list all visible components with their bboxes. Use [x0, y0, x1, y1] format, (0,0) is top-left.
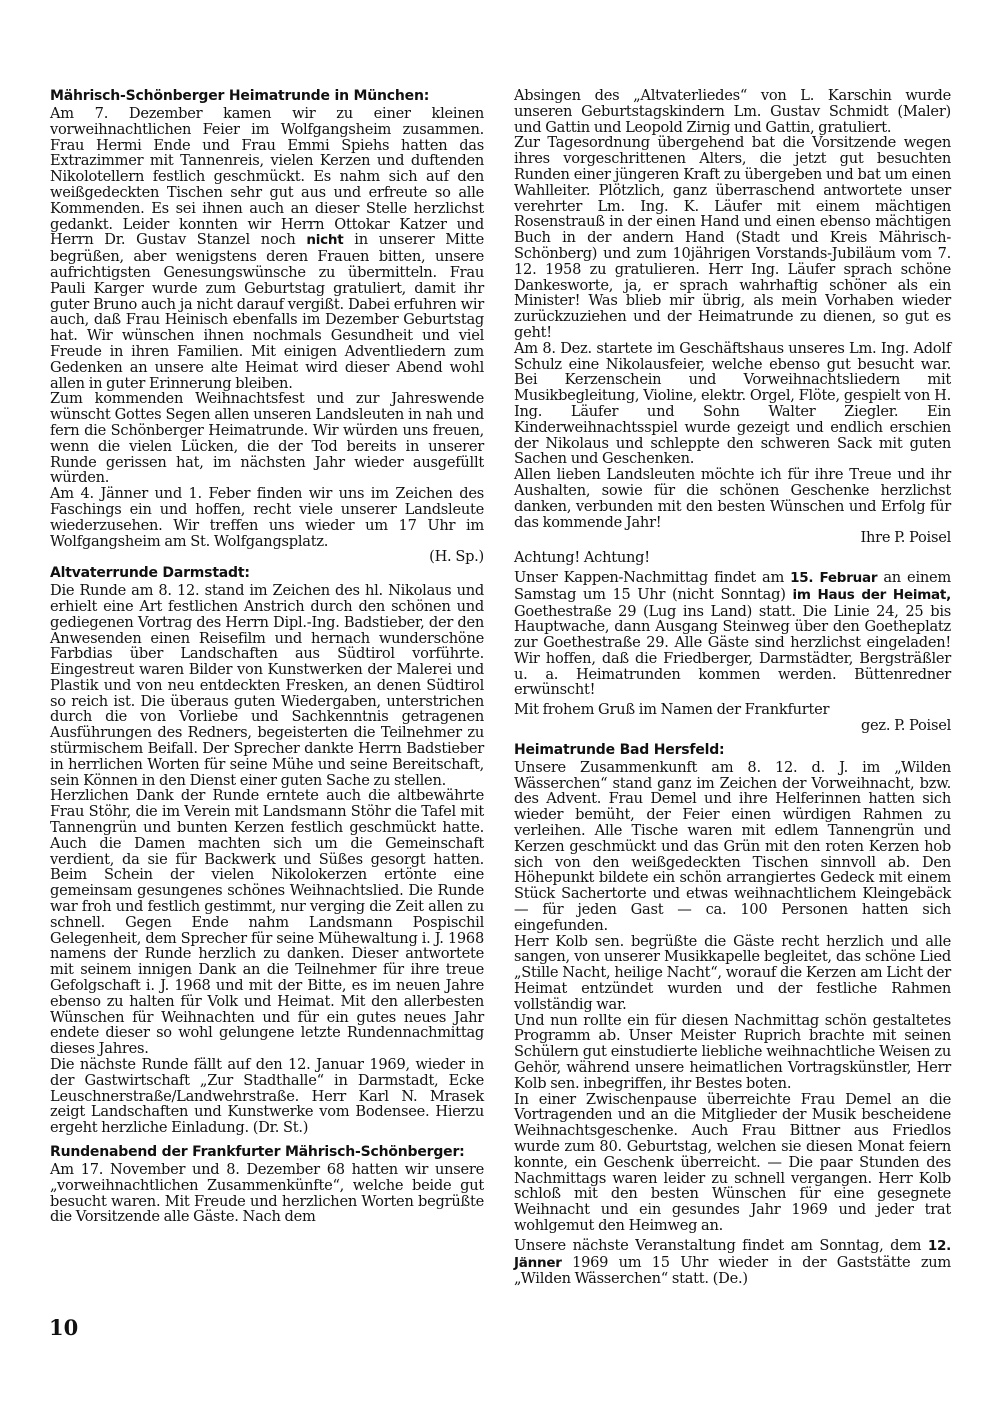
bold-text: 12. Jänner: [514, 1237, 951, 1271]
right-column: [514, 88, 951, 1287]
article-paragraph: [514, 702, 951, 734]
signature: [50, 549, 484, 565]
spacer: [514, 734, 951, 742]
signature-text: gez. P. Poisel: [860, 717, 951, 735]
article-paragraph: Achtung! Achtung!: [514, 549, 650, 567]
left-column: [50, 88, 484, 1225]
bold-text: 15. Februar: [790, 569, 878, 586]
signature-text: Ihre P. Poisel: [860, 529, 951, 547]
article-paragraph: [514, 570, 951, 698]
text-run: Allen lieben Landsleuten möchte ich für ihre Treue und ihr Aushalten, sowie für die schönen Geschenke herzlichst danken, verbunden mit den besten Wünschen und Erfolg für das kommende Jahr!: [514, 466, 951, 531]
bold-text: im Haus der Heimat,: [792, 586, 951, 603]
article-paragraph: Am 8. Dez. startete im Geschäftshaus unseres Lm. Ing. Adolf Schulz eine Nikolausfeier, welche ebenso gut besucht war. Bei Kerzenschein und Vorweihnachtsliedern mit Musikbegleitung, Violine, elektr. Orgel, Flöte, gespielt von H. Ing. Läufer und Sohn Walter Ziegler. Ein Kinderweihnachtsspiel wurde gezeigt und endlich erschien der Nikolaus und schleppte den schweren Sack mit guten Sachen und Geschenken.: [514, 339, 951, 468]
text-run: Mit frohem Gruß im Namen der Frankfurter: [514, 701, 830, 719]
text-run: in unserer Mitte begrüßen, aber wenigstens deren Frauen bitten, unsere aufrichtigsten Genesungswünsche zu übermitteln. Frau Pauli Karger wurde zum Geburtstag gratuliert, damit ihr guter Bruno auch ja nicht darauf vergißt. Dabei erfuhren wir auch, daß Frau Heinisch ebenfalls im Dezember Geburtstag hat. Wir wünschen ihnen nochmals Gesundheit und viel Freude in ihren Familien. Mit einigen Adventliedern zum Gedenken an unsere alte Heimat wird dieser Abend wohl allen in guter Erinnerung bleiben.: [50, 231, 484, 392]
article-paragraph: Die Runde am 8. 12. stand im Zeichen des hl. Nikolaus und erhielt eine Art festlichen Anstrich durch den schönen und gediegenen Vortrag des Herrn Dipl.-Ing. Badstieber, der den Anwesenden einen Reisefilm und hernach wunderschöne Farbdias über Landschaften aus Südtirol vorführte. Eingestreut waren Bilder von Kunstwerken der Malerei und Plastik und von neu entdeckten Fresken, an denen Südtirol so reich ist. Die überaus guten Wiedergaben, unterstrichen durch die von Vorliebe und Sachkenntnis getragenen Ausführungen des Redners, begeisterten die Teilnehmer zu stürmischem Beifall. Der Sprecher dankte Herrn Badstieber in herrlichen Worten für seine Mühe und seine Bereitschaft, sein Können in den Dienst einer guten Sache zu stellen.: [50, 582, 484, 789]
article-paragraph: [514, 1238, 951, 1287]
article-paragraph: In einer Zwischenpause überreichte Frau Demel an die Vortragenden und an die Mitglieder der Musik bescheidene Weihnachtsgeschenke. Auch Frau Bittner aus Friedlos wurde zum 80. Geburtstag, welchen sie diesen Monat feiern konnte, ein Geschenk überreicht. — Die paar Stunden des Nachmittags waren leider zu schnell vergangen. Herr Kolb schloß mit den besten Wünschen für eine gesegnete Weihnacht und ein gesundes Jahr 1969 und jeder trat wohlgemut den Heimweg an.: [514, 1090, 951, 1234]
text-run: Goethestraße 29 (Lug ins Land) statt. Die Linie 24, 25 bis Hauptwache, dann Ausgang Steinweg über den Goetheplatz zur Goethestraße 29. Alle Gäste sind herzlichst eingeladen! Wir hoffen, daß die Friedberger, Darmstädter, Bergsträßler u. a. Heimatrunden kommen werden. Büttenredner erwünscht!: [514, 602, 951, 699]
article-paragraph: Herzlichen Dank der Runde erntete auch die altbewährte Frau Stöhr, die im Verein mit Landsmann Stöhr die Tafel mit Tannengrün und bunten Kerzen festlich geschmückt hatte. Auch die Damen machten sich um die Gemeinschaft verdient, da sie für Backwerk und Süßes gesorgt hatten. Beim Schein der vielen Nikolokerzen ertönte eine gemeinsam gesungenes schönes Weihnachtslied. Die Runde war froh und festlich gestimmt, nur verging die Zeit allen zu schnell. Gegen Ende nahm Landsmann Pospischil Gelegenheit, dem Sprecher für seine Mühewaltung i. J. 1968 namens der Runde herzlich zu danken. Dieser antwortete mit seinem innigen Dank an die Teilnehmer für ihre treue Gefolgschaft i. J. 1968 und mit der Bitte, es im neuen Jahre ebenso zu halten für Volk und Heimat. Mit den allerbesten Wünschen für Weihnachten und für ein gutes neues Jahr endete dieser so wohl gelungene letzte Rundennachmittag dieses Jahres.: [50, 787, 484, 1058]
signature-text: (H. Sp.): [429, 548, 484, 566]
article-paragraph: Am 4. Jänner und 1. Feber finden wir uns im Zeichen des Faschings ein und hoffen, recht viele unserer Landsleute wiederzusehen. Wir treffen uns wieder um 17 Uhr im Wolfgangsheim am St. Wolfgangsplatz.: [50, 485, 484, 550]
section-heading-bad-hersfeld: Heimatrunde Bad Hersfeld:: [514, 741, 725, 758]
section-heading-darmstadt: Altvaterrunde Darmstadt:: [50, 565, 250, 582]
text-run: 1969 um 15 Uhr wieder in der Gaststätte zum „Wilden Wässerchen“ statt. (De.): [514, 1253, 951, 1288]
text-run: an einem Samstag um 15 Uhr (nicht Sonntag): [514, 568, 951, 603]
article-paragraph: Und nun rollte ein für diesen Nachmittag schön gestaltetes Programm ab. Unser Meister Ruprich brachte mit seinen Schülern gut einstudierte liebliche weihnachtliche Weisen zu Gehör, während unsere heimatlichen Vortragskünstler, Herr Kolb sen. inbegriffen, ihr Bestes boten.: [514, 1011, 951, 1092]
text-run: Unsere nächste Veranstaltung findet am Sonntag, dem: [514, 1236, 922, 1254]
bold-text: nicht: [306, 232, 344, 249]
spacer: [50, 1136, 484, 1144]
article-paragraph: Die nächste Runde fällt auf den 12. Januar 1969, wieder in der Gastwirtschaft „Zur Stadthalle“ in Darmstadt, Ecke Leuschnerstraße/Landwehrstraße. Herr Karl N. Mrasek zeigt Landschaften und Kunstwerke vom Bodensee. Hierzu ergeht herzliche Einladung. (Dr. St.): [50, 1056, 484, 1137]
section-heading-frankfurt: Rundenabend der Frankfurter Mährisch-Schönberger:: [50, 1144, 465, 1160]
article-paragraph: Unsere Zusammenkunft am 8. 12. d. J. im „Wilden Wässerchen“ stand ganz im Zeichen der Vorweihnacht, bzw. des Advent. Frau Demel und ihre Helferinnen hatten sich wieder bemüht, der Feier einen würdigen Rahmen zu verleihen. Alle Tische waren mit edlem Tannengrün und Kerzen geschmückt und das Grün mit den roten Kerzen hob sich von den weißgedeckten Tischen sinnvoll ab. Den Höhepunkt bildete ein schön arrangiertes Gedeck mit einem Stück Sachertorte und etwas weihnachtlichem Kleingebäck — für jeden Gast — ca. 100 Personen hatten sich eingefunden.: [514, 758, 951, 934]
article-paragraph: Absingen des „Altvaterliedes“ von L. Karschin wurde unseren Geburtstagskindern Lm. Gustav Schmidt (Maler) und Gattin und Leopold Zirnig und Gattin, gratuliert.: [514, 87, 951, 136]
section-heading-muenchen: Mährisch-Schönberger Heimatrunde in München:: [50, 88, 430, 104]
article-paragraph: Zur Tagesordnung übergehend bat die Vorsitzende wegen ihres vorgeschrittenen Alters, die jetzt gut besuchten Runden einer jüngeren Kraft zu übergeben und bat um einen Wahlleiter. Plötzlich, ganz überraschend antwortete unser verehrter Lm. Ing. K. Läufer mit einem mächtigen Rosenstrauß in der einen Hand und einen ebenso mächtigen Buch in der andern Hand (Stadt und Kreis Mährisch-Schönberg) und zum 10jährigen Vorstands-Jubiläum vom 7. 12. 1958 zu gratulieren. Herr Ing. Läufer sprach schöne Dankesworte, ja, er sprach wahrhaftig schöner als ein Minister! Was blieb mir übrig, als mein Vorhaben wieder zurückzuziehen und der Heimatrunde zu dienen, so gut es geht!: [514, 134, 951, 341]
text-run: Am 7. Dezember kamen wir zu einer kleinen vorweihnachtlichen Feier im Wolfgangsheim zusammen. Frau Hermi Ende und Frau Emmi Spiehs hatten das Extrazimmer mit Tannenreis, vielen Kerzen und duftenden Nikolotellern festlich geschmückt. Es nahm sich auf den weißgedeckten Tischen sehr gut aus und erfreute so alle Kommenden. Es sei ihnen auch an dieser Stelle herzlichst gedankt. Leider konnten wir Herrn Ottokar Katzer und Herrn Dr. Gustav Stanzel noch: [50, 105, 484, 249]
article-paragraph: Zum kommenden Weihnachtsfest und zur Jahreswende wünscht Gottes Segen allen unseren Landsleuten in nah und fern die Schönberger Heimatrunde. Wir würden uns freuen, wenn die vielen Lücken, die der Tod bereits in unserer Runde gerissen hat, im nächsten Jahr wieder ausgefüllt würden.: [50, 390, 484, 487]
article-paragraph: Am 17. November und 8. Dezember 68 hatten wir unsere „vorweihnachtlichen Zusammenkünfte“, welche beide gut besucht waren. Mit Freude und herzlichen Worten begrüßte die Vorsitzende alle Gäste. Nach dem: [50, 1161, 484, 1226]
text-run: Unser Kappen-Nachmittag findet am: [514, 568, 785, 586]
page-number: 10: [49, 1315, 79, 1340]
article-paragraph: [50, 106, 484, 391]
article-paragraph: [514, 467, 951, 546]
article-paragraph: Herr Kolb sen. begrüßte die Gäste recht herzlich und alle sangen, von unserer Musikkapelle begleitet, das schöne Lied „Stille Nacht, heilige Nacht“, worauf die Kerzen am Licht der Heimat entzündet wurden und der festliche Rahmen vollständig war.: [514, 932, 951, 1013]
